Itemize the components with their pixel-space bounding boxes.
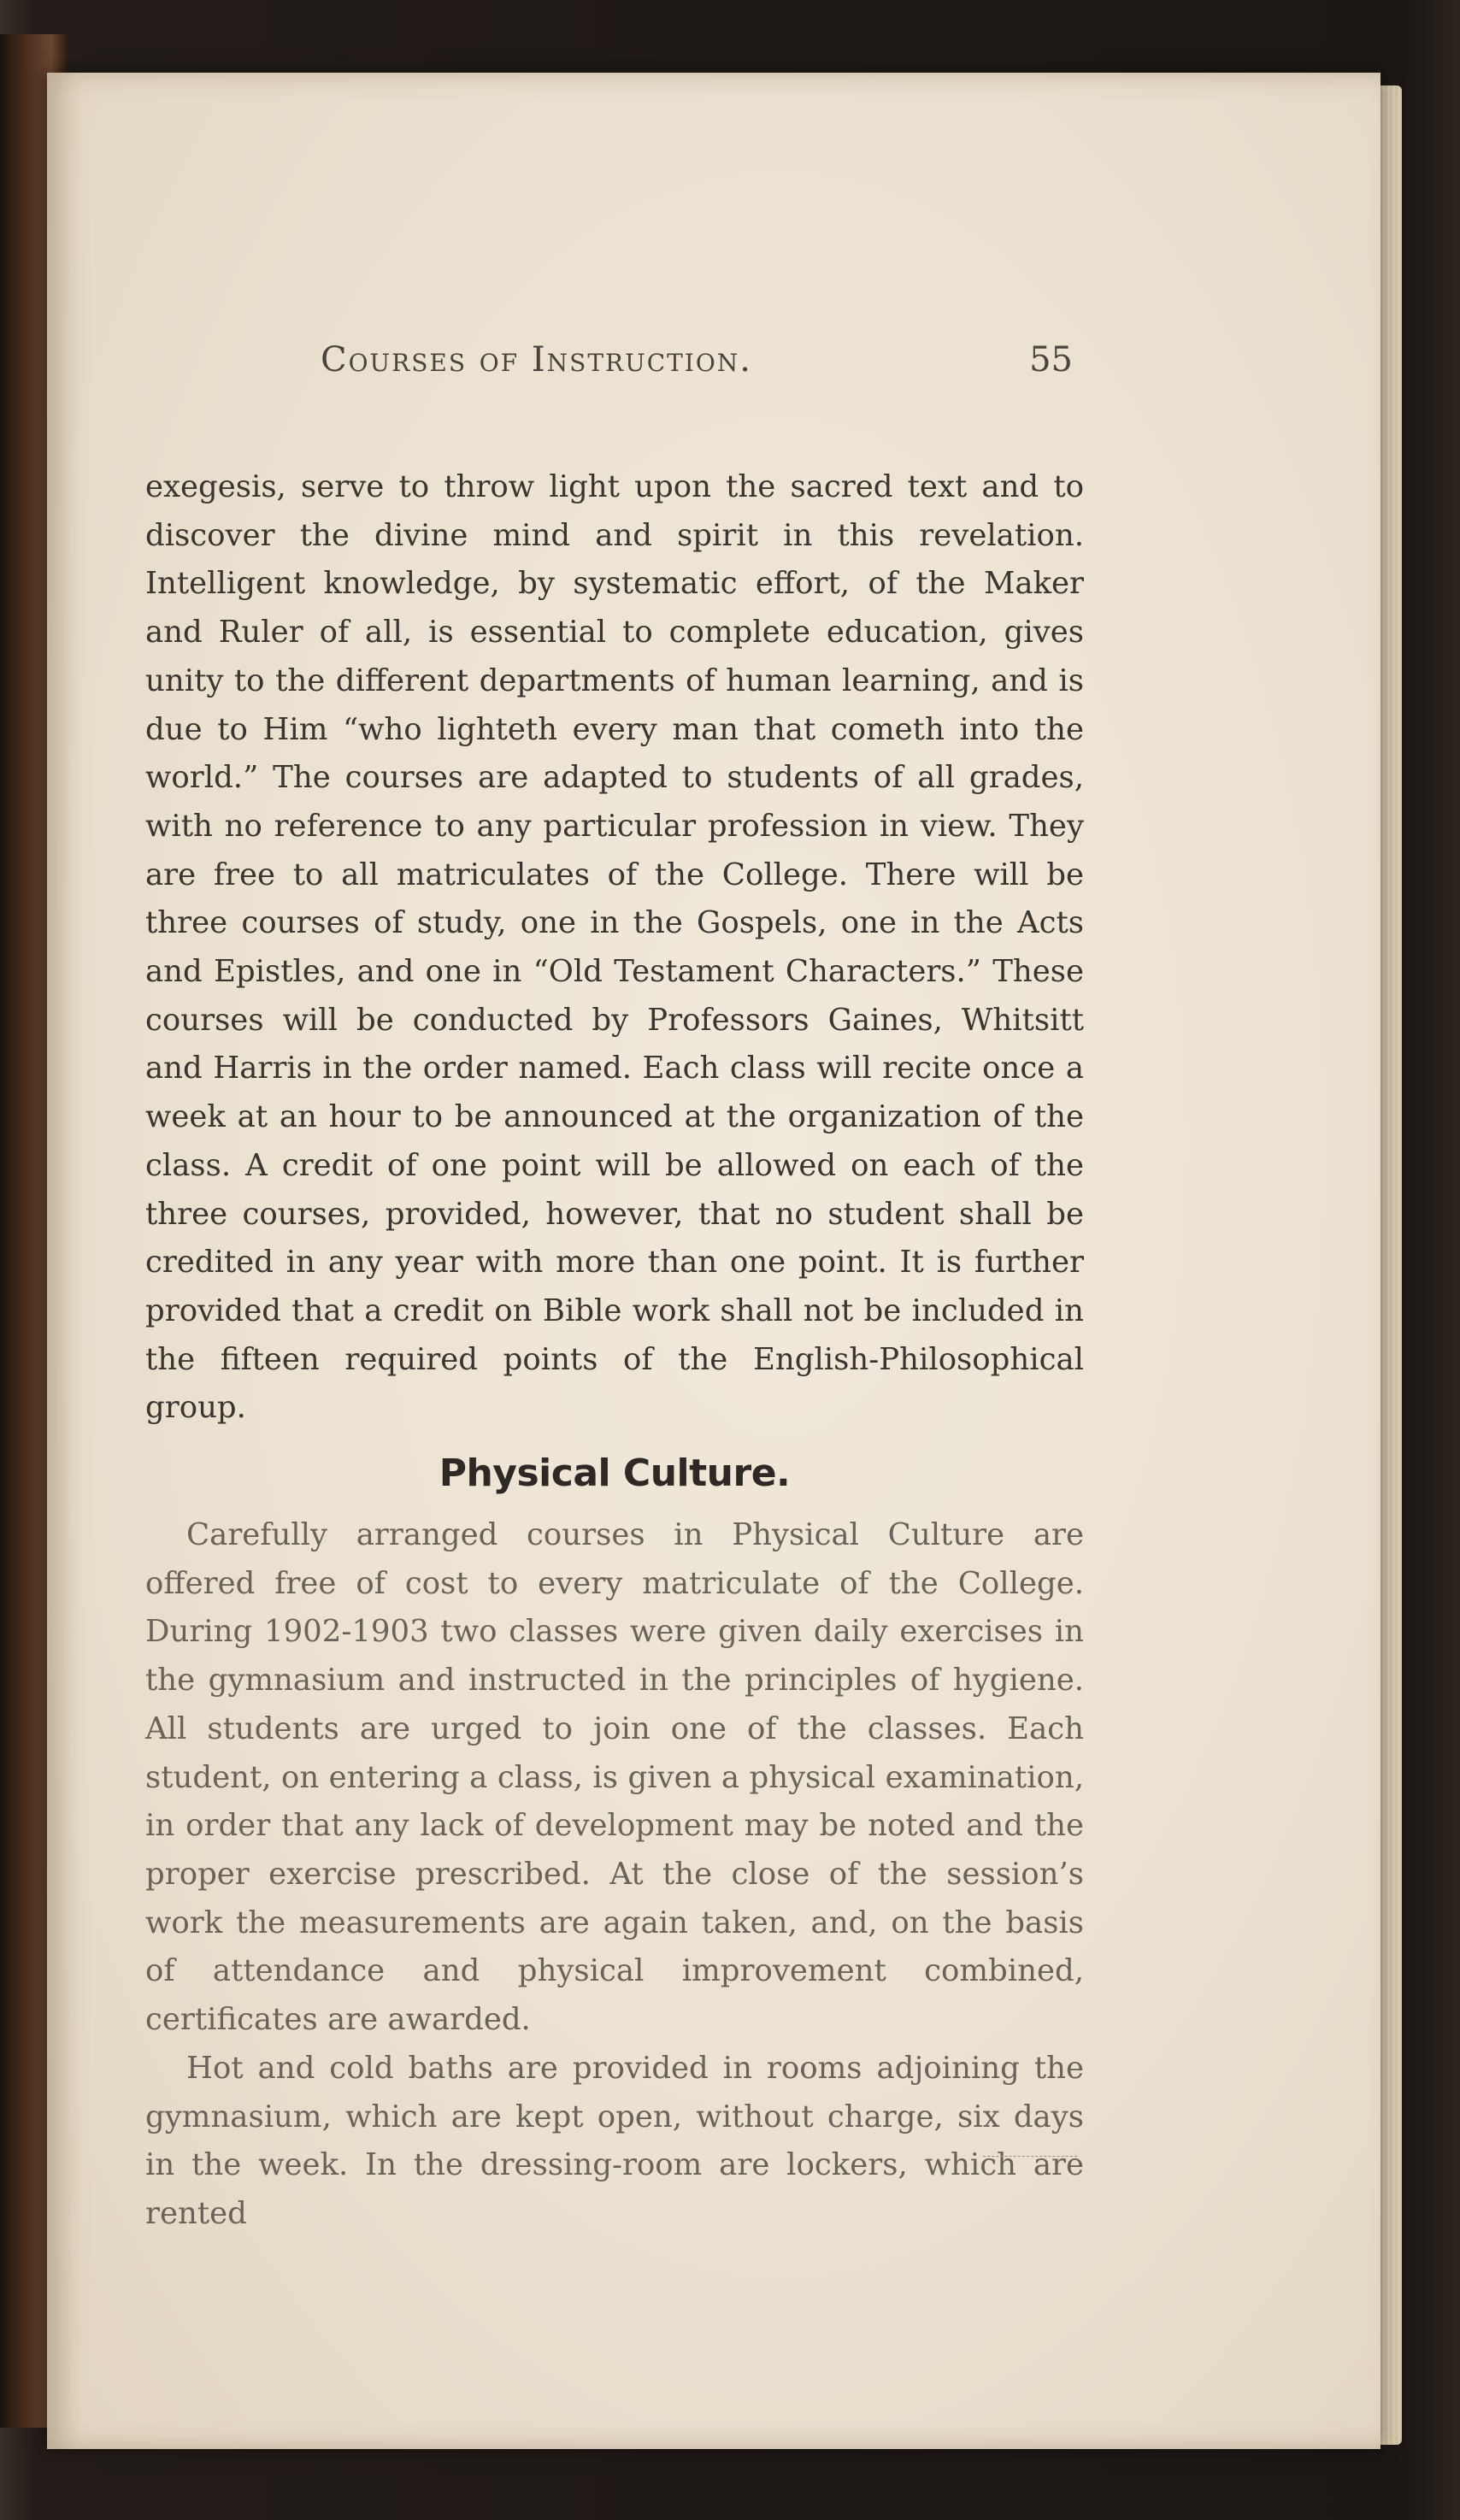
section-heading-physical-culture: Physical Culture. [439,1451,791,1496]
page-number: 55 [1029,340,1073,380]
paragraph-baths: Hot and cold baths are provided in rooms adjoining the gymnasium, which are kept open, without charge, six days in the week. In the dressing-room are lockers, which are rented [145,2050,1084,2231]
running-head-title: Courses of Instruction. [321,340,753,380]
catchword-mark [983,2144,1077,2157]
paragraph-physical-culture: Carefully arranged courses in Physical Culture are offered free of cost to every matriculate of the College. During 1902-1903 two classes were given daily exercises in the gymnasium and instructed in the principles of hygiene. All students are urged to join one of the classes. Each student, on entering a class, is given a physical examination, in order that any lack of development may be noted and the proper exercise prescribed. At the close of the session’s work the measurements are again taken, and, on the basis of attendance and physical improvement combined, certificates are awarded. [145,1517,1084,2038]
page-body [145,463,1084,2239]
running-head [321,340,1073,392]
paragraph-bible-courses: exegesis, serve to throw light upon the sacred text and to discover the divine mind and spirit in this revelation. Intelligent knowledge, by systematic effort, of the Maker and Ruler of all, is essential to complete education, gives unity to the different departments of human learning, and is due to Him “who lighteth every man that cometh into the world.” The courses are adapted to students of all grades, with no reference to any particular profession in view. They are free to all matriculates of the College. There will be three courses of study, one in the Gospels, one in the Acts and Epistles, and one in “Old Testament Characters.” These courses will be conducted by Professors Gaines, Whitsitt and Harris in the order named. Each class will recite once a week at an hour to be announced at the organization of the class. A credit of one point will be allowed on each of the three courses, provided, however, that no student shall be credited in any year with more than one point. It is further provided that a credit on Bible work shall not be included in the fifteen required points of the English-Philosophical group. [145,469,1084,1426]
